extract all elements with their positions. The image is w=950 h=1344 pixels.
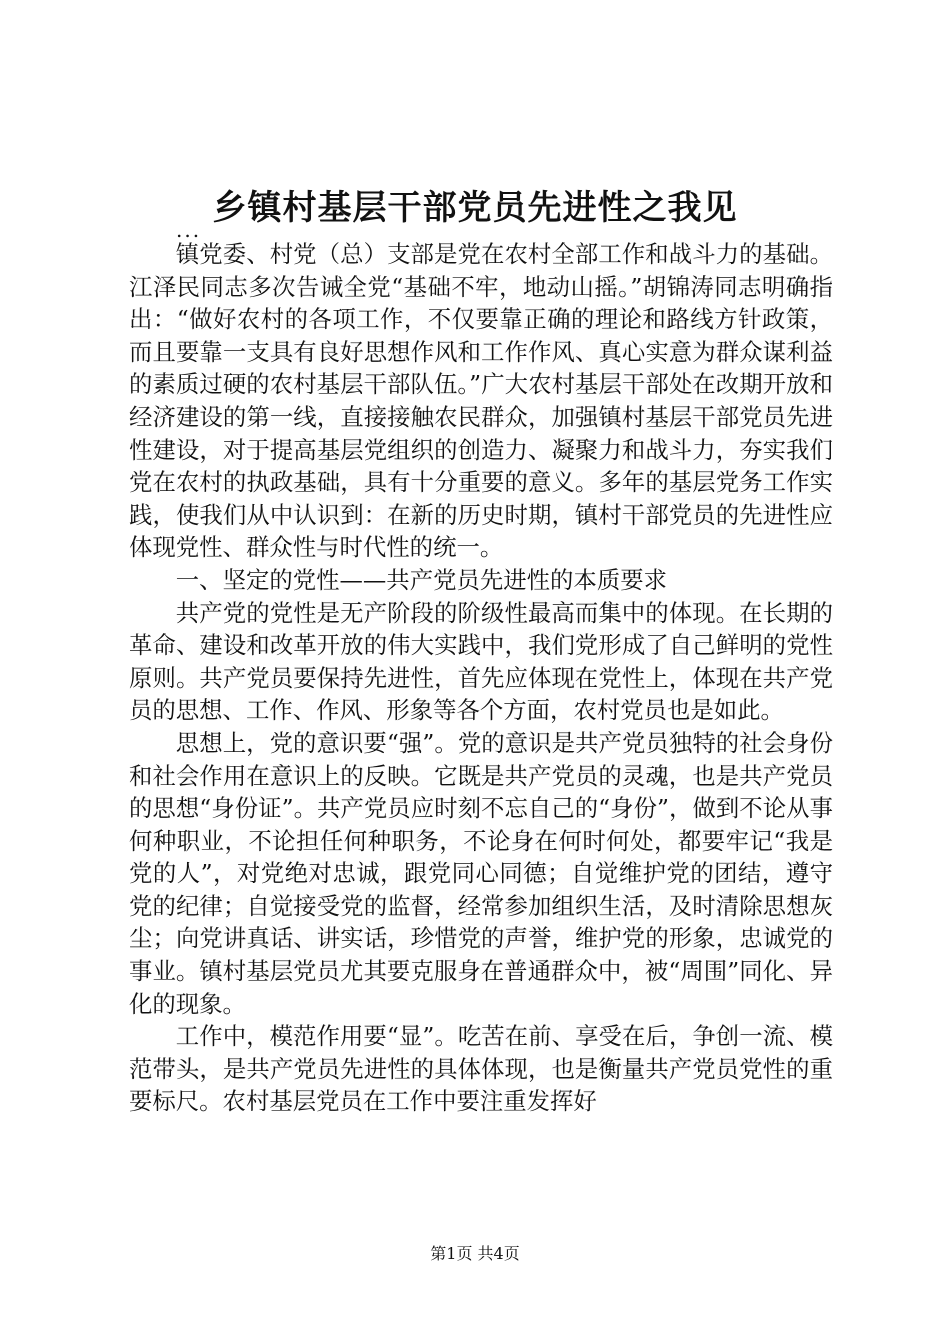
page-footer: 第1页 共4页 [430, 1244, 520, 1263]
paragraph: 思想上，党的意识要“强”。党的意识是共产党员独特的社会身份和社会作用在意识上的反映。它既是共产党员的灵魂，也是共产党员的思想“身份证”。共产党员应时刻不忘自己的“身份”，做到不论从事何种职业，不论担任何种职务，不论身在何时何处，都要牢记“我是党的人”，对党绝对忠诚，跟党同心同德；自觉维护党的团结，遵守党的纪律；自觉接受党的监督，经常参加组织生活，及时清除思想灰尘；向党讲真话、讲实话，珍惜党的声誉，维护党的形象，忠诚党的事业。镇村基层党员尤其要克服身在普通群众中，被“周围”同化、异化的现象。 [129, 728, 833, 1018]
section-heading: 一、坚定的党性——共产党员先进性的本质要求 [175, 565, 667, 594]
paragraph: 工作中，模范作用要“显”。吃苦在前、享受在后，争创一流、模范带头，是共产党员先进性的具体体现，也是衡量共产党员党性的重要标尺。农村基层党员在工作中要注重发挥好 [129, 1022, 833, 1116]
document-body [129, 238, 833, 1118]
document-title: 乡镇村基层干部党员先进性之我见 [212, 188, 738, 228]
ellipsis-marker: ... [176, 218, 202, 242]
paragraph: 镇党委、村党（总）支部是党在农村全部工作和战斗力的基础。江泽民同志多次告诫全党“基础不牢，地动山摇。”胡锦涛同志明确指出：“做好农村的各项工作，不仅要靠正确的理论和路线方针政策，而且要靠一支具有良好思想作风和工作作风、真心实意为群众谋利益的素质过硬的农村基层干部队伍。”广大农村基层干部处在改期开放和经济建设的第一线，直接接触农民群众，加强镇村基层干部党员先进性建设，对于提高基层党组织的创造力、凝聚力和战斗力，夯实我们党在农村的执政基础，具有十分重要的意义。多年的基层党务工作实践，使我们从中认识到：在新的历史时期，镇村干部党员的先进性应体现党性、群众性与时代性的统一。 [129, 240, 833, 562]
paragraph: 共产党的党性是无产阶段的阶级性最高而集中的体现。在长期的革命、建设和改革开放的伟大实践中，我们党形成了自己鲜明的党性原则。共产党员要保持先进性，首先应体现在党性上，体现在共产党员的思想、工作、作风、形象等各个方面，农村党员也是如此。 [129, 598, 833, 725]
